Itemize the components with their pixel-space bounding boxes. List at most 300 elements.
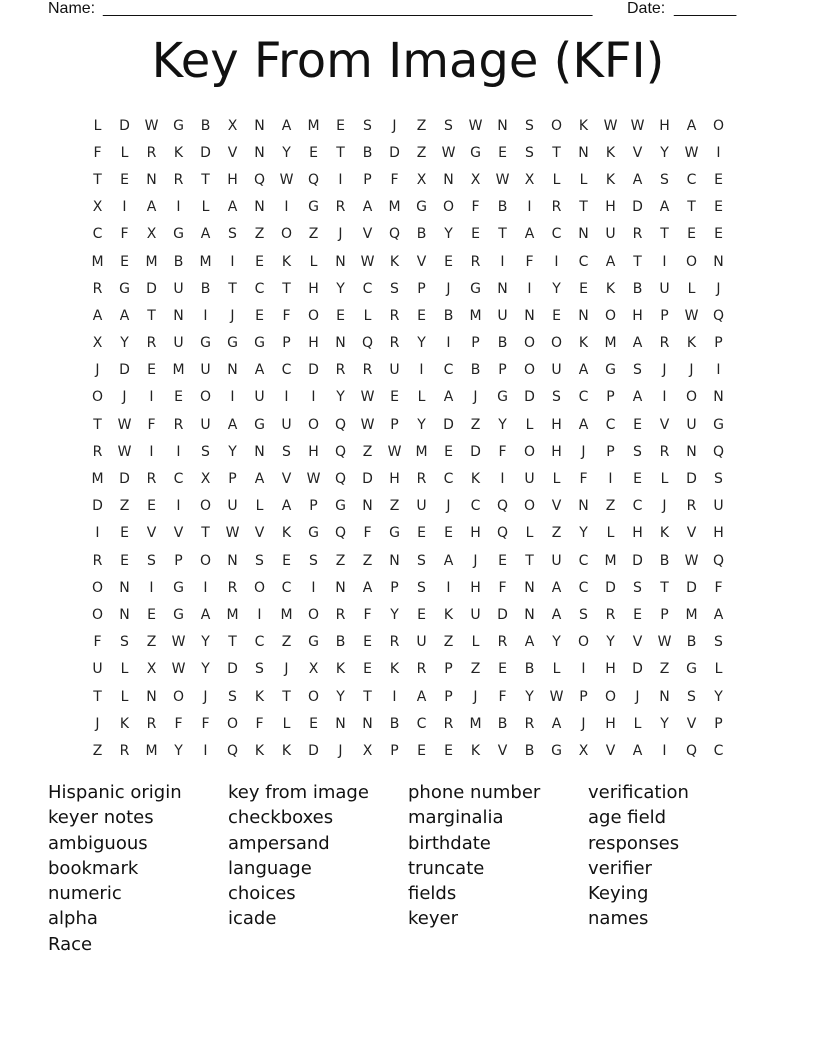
grid-letter: H bbox=[551, 443, 562, 460]
grid-letter: Y bbox=[714, 688, 723, 705]
grid-letter: P bbox=[444, 661, 453, 678]
grid-letter: B bbox=[200, 117, 211, 134]
grid-letter: S bbox=[444, 117, 453, 134]
grid-letter: E bbox=[363, 661, 372, 678]
grid-letter: J bbox=[284, 661, 289, 678]
grid-letter: E bbox=[714, 199, 723, 216]
grid-row bbox=[84, 493, 732, 520]
grid-letter: E bbox=[471, 226, 480, 243]
grid-letter: K bbox=[173, 144, 184, 161]
grid-letter: F bbox=[498, 443, 507, 460]
grid-letter: G bbox=[497, 389, 508, 406]
grid-letter: Q bbox=[334, 443, 347, 460]
grid-letter: C bbox=[578, 579, 589, 596]
grid-letter: R bbox=[389, 634, 400, 651]
grid-letter: Z bbox=[470, 416, 481, 433]
grid-letter: L bbox=[282, 715, 291, 732]
grid-letter: G bbox=[308, 634, 319, 651]
date-blank-line: _______ bbox=[674, 0, 737, 17]
grid-letter: U bbox=[200, 416, 211, 433]
grid-letter: O bbox=[550, 335, 563, 352]
grid-letter: D bbox=[632, 661, 643, 678]
grid-letter: V bbox=[686, 715, 697, 732]
grid-letter: G bbox=[173, 606, 184, 623]
grid-letter: I bbox=[500, 253, 505, 270]
grid-letter: D bbox=[308, 362, 319, 379]
grid-letter: K bbox=[281, 742, 292, 759]
grid-letter: R bbox=[92, 280, 103, 297]
grid-letter: P bbox=[282, 335, 291, 352]
grid-letter: H bbox=[470, 525, 481, 542]
grid-letter: U bbox=[416, 634, 427, 651]
grid-letter: W bbox=[684, 552, 699, 569]
grid-letter: O bbox=[523, 362, 536, 379]
grid-letter: T bbox=[282, 280, 291, 297]
grid-letter: E bbox=[390, 389, 399, 406]
grid-letter: Q bbox=[307, 171, 320, 188]
grid-letter: N bbox=[254, 117, 265, 134]
word-list-item: phone number bbox=[408, 782, 541, 803]
grid-letter: R bbox=[146, 144, 157, 161]
grid-letter: D bbox=[146, 280, 157, 297]
letter-grid bbox=[84, 112, 732, 765]
grid-letter: X bbox=[200, 471, 211, 488]
grid-letter: E bbox=[174, 389, 183, 406]
grid-letter: V bbox=[632, 144, 643, 161]
grid-letter: Y bbox=[336, 280, 345, 297]
grid-letter: A bbox=[281, 117, 292, 134]
grid-letter: R bbox=[470, 253, 481, 270]
grid-letter: A bbox=[632, 335, 643, 352]
grid-letter: I bbox=[392, 688, 397, 705]
grid-letter: A bbox=[632, 742, 643, 759]
grid-letter: A bbox=[632, 389, 643, 406]
grid-letter: Z bbox=[443, 634, 454, 651]
grid-letter: P bbox=[471, 335, 480, 352]
grid-letter: K bbox=[335, 661, 346, 678]
grid-letter: C bbox=[578, 389, 589, 406]
grid-letter: E bbox=[120, 552, 129, 569]
grid-letter: A bbox=[92, 307, 103, 324]
grid-letter: E bbox=[633, 471, 642, 488]
grid-letter: Z bbox=[146, 634, 157, 651]
grid-letter: L bbox=[552, 471, 561, 488]
grid-letter: L bbox=[417, 389, 426, 406]
grid-letter: M bbox=[145, 253, 158, 270]
grid-letter: R bbox=[335, 606, 346, 623]
grid-letter: D bbox=[389, 144, 400, 161]
grid-letter: O bbox=[523, 443, 536, 460]
grid-letter: R bbox=[416, 471, 427, 488]
grid-letter: L bbox=[471, 634, 480, 651]
grid-letter: I bbox=[662, 389, 667, 406]
grid-letter: C bbox=[632, 498, 643, 515]
grid-letter: K bbox=[281, 525, 292, 542]
grid-letter: P bbox=[606, 389, 615, 406]
grid-row bbox=[84, 520, 732, 547]
grid-letter: U bbox=[92, 661, 103, 678]
grid-letter: C bbox=[470, 498, 481, 515]
word-list-item: responses bbox=[588, 832, 680, 854]
grid-letter: K bbox=[578, 117, 589, 134]
word-list-item: fields bbox=[408, 883, 457, 905]
grid-letter: X bbox=[416, 171, 427, 188]
grid-letter: I bbox=[176, 443, 181, 460]
grid-letter: W bbox=[360, 416, 375, 433]
grid-letter: O bbox=[604, 307, 617, 324]
grid-letter: A bbox=[713, 606, 724, 623]
grid-letter: R bbox=[362, 362, 373, 379]
grid-letter: K bbox=[659, 525, 670, 542]
grid-letter: Y bbox=[552, 634, 561, 651]
grid-letter: U bbox=[416, 498, 427, 515]
grid-letter: E bbox=[714, 171, 723, 188]
grid-letter: N bbox=[443, 171, 454, 188]
grid-letter: B bbox=[362, 144, 373, 161]
word-list-item: verifier bbox=[588, 857, 652, 879]
grid-letter: T bbox=[147, 307, 156, 324]
grid-letter: P bbox=[174, 552, 183, 569]
grid-letter: S bbox=[633, 579, 642, 596]
grid-letter: C bbox=[416, 715, 427, 732]
date-label: Date: bbox=[627, 0, 666, 17]
grid-letter: V bbox=[173, 525, 184, 542]
grid-letter: D bbox=[92, 498, 103, 515]
grid-letter: L bbox=[255, 498, 264, 515]
grid-row bbox=[84, 411, 732, 438]
grid-letter: B bbox=[470, 362, 481, 379]
grid-letter: Y bbox=[120, 335, 129, 352]
grid-letter: T bbox=[552, 144, 561, 161]
grid-letter: Q bbox=[685, 742, 698, 759]
grid-letter: N bbox=[524, 606, 535, 623]
grid-letter: L bbox=[93, 117, 102, 134]
grid-row bbox=[84, 465, 732, 492]
grid-letter: C bbox=[173, 471, 184, 488]
grid-letter: Y bbox=[174, 742, 183, 759]
grid-letter: W bbox=[684, 144, 699, 161]
grid-letter: T bbox=[579, 199, 588, 216]
grid-letter: O bbox=[307, 606, 320, 623]
grid-letter: J bbox=[473, 688, 478, 705]
grid-row bbox=[84, 683, 732, 710]
grid-letter: E bbox=[552, 307, 561, 324]
grid-row bbox=[84, 139, 732, 166]
grid-letter: F bbox=[282, 307, 291, 324]
grid-letter: T bbox=[93, 688, 102, 705]
grid-letter: N bbox=[497, 117, 508, 134]
grid-letter: S bbox=[201, 443, 210, 460]
grid-letter: C bbox=[443, 362, 454, 379]
grid-letter: A bbox=[254, 362, 265, 379]
grid-letter: C bbox=[92, 226, 103, 243]
grid-letter: O bbox=[199, 498, 212, 515]
grid-letter: N bbox=[362, 715, 373, 732]
grid-letter: Z bbox=[281, 634, 292, 651]
grid-letter: H bbox=[308, 443, 319, 460]
grid-letter: M bbox=[172, 362, 185, 379]
grid-letter: L bbox=[120, 688, 129, 705]
grid-letter: A bbox=[686, 117, 697, 134]
grid-letter: W bbox=[171, 661, 186, 678]
grid-letter: N bbox=[335, 335, 346, 352]
grid-letter: V bbox=[227, 144, 238, 161]
grid-letter: G bbox=[254, 335, 265, 352]
grid-letter: Q bbox=[388, 226, 401, 243]
grid-letter: Y bbox=[336, 688, 345, 705]
grid-letter: O bbox=[226, 715, 239, 732]
grid-letter: D bbox=[632, 552, 643, 569]
grid-letter: X bbox=[92, 335, 103, 352]
grid-letter: U bbox=[173, 335, 184, 352]
grid-row bbox=[84, 629, 732, 656]
grid-letter: X bbox=[308, 661, 319, 678]
grid-letter: I bbox=[716, 144, 721, 161]
grid-letter: D bbox=[119, 471, 130, 488]
grid-letter: L bbox=[120, 661, 129, 678]
grid-letter: W bbox=[360, 253, 375, 270]
grid-letter: E bbox=[579, 280, 588, 297]
word-list-item: truncate bbox=[408, 857, 485, 879]
grid-letter: Q bbox=[712, 552, 725, 569]
grid-letter: Z bbox=[308, 226, 319, 243]
page-title: Key From Image (KFI) bbox=[151, 33, 665, 89]
grid-letter: J bbox=[716, 280, 721, 297]
grid-letter: O bbox=[91, 389, 104, 406]
grid-letter: K bbox=[389, 661, 400, 678]
grid-letter: S bbox=[363, 117, 372, 134]
grid-letter: Y bbox=[390, 606, 399, 623]
grid-letter: N bbox=[335, 579, 346, 596]
grid-letter: W bbox=[549, 688, 564, 705]
grid-letter: N bbox=[119, 606, 130, 623]
grid-letter: Q bbox=[712, 443, 725, 460]
grid-letter: M bbox=[415, 443, 428, 460]
grid-letter: F bbox=[93, 634, 102, 651]
grid-letter: T bbox=[93, 416, 102, 433]
grid-letter: X bbox=[470, 171, 481, 188]
grid-letter: I bbox=[662, 253, 667, 270]
grid-letter: M bbox=[280, 606, 293, 623]
grid-letter: I bbox=[230, 253, 235, 270]
grid-letter: C bbox=[605, 416, 616, 433]
grid-letter: S bbox=[525, 144, 534, 161]
grid-letter: E bbox=[633, 416, 642, 433]
grid-letter: Q bbox=[334, 525, 347, 542]
grid-letter: W bbox=[117, 443, 132, 460]
grid-letter: G bbox=[686, 661, 697, 678]
grid-letter: M bbox=[91, 471, 104, 488]
grid-letter: S bbox=[714, 634, 723, 651]
grid-letter: B bbox=[524, 742, 535, 759]
grid-letter: S bbox=[579, 606, 588, 623]
grid-letter: U bbox=[227, 498, 238, 515]
grid-letter: R bbox=[227, 579, 238, 596]
grid-letter: C bbox=[713, 742, 724, 759]
grid-letter: T bbox=[282, 688, 291, 705]
grid-letter: O bbox=[172, 688, 185, 705]
grid-letter: H bbox=[605, 715, 616, 732]
grid-letter: G bbox=[713, 416, 724, 433]
grid-letter: X bbox=[524, 171, 535, 188]
grid-letter: U bbox=[659, 280, 670, 297]
word-list-item: names bbox=[588, 908, 649, 930]
grid-letter: S bbox=[417, 579, 426, 596]
grid-letter: J bbox=[581, 715, 586, 732]
word-list-item: birthdate bbox=[408, 832, 491, 854]
grid-letter: I bbox=[149, 579, 154, 596]
grid-letter: O bbox=[577, 634, 590, 651]
grid-letter: M bbox=[91, 253, 104, 270]
grid-letter: C bbox=[254, 280, 265, 297]
grid-row bbox=[84, 357, 732, 384]
grid-letter: Y bbox=[228, 443, 237, 460]
grid-letter: V bbox=[632, 634, 643, 651]
grid-letter: R bbox=[92, 552, 103, 569]
grid-letter: E bbox=[417, 606, 426, 623]
grid-letter: R bbox=[416, 661, 427, 678]
grid-letter: A bbox=[578, 416, 589, 433]
grid-letter: D bbox=[119, 117, 130, 134]
grid-letter: S bbox=[228, 688, 237, 705]
grid-letter: N bbox=[362, 498, 373, 515]
grid-letter: E bbox=[444, 443, 453, 460]
grid-letter: F bbox=[471, 199, 480, 216]
grid-letter: F bbox=[93, 144, 102, 161]
grid-letter: A bbox=[605, 253, 616, 270]
grid-letter: I bbox=[311, 579, 316, 596]
grid-letter: P bbox=[498, 362, 507, 379]
grid-letter: Q bbox=[712, 307, 725, 324]
grid-letter: G bbox=[173, 579, 184, 596]
grid-letter: N bbox=[524, 307, 535, 324]
grid-letter: Q bbox=[226, 742, 239, 759]
grid-letter: W bbox=[360, 389, 375, 406]
grid-letter: P bbox=[309, 498, 318, 515]
grid-letter: C bbox=[281, 362, 292, 379]
grid-letter: L bbox=[714, 661, 723, 678]
grid-letter: Z bbox=[254, 226, 265, 243]
grid-letter: I bbox=[419, 362, 424, 379]
grid-letter: C bbox=[686, 171, 697, 188]
grid-letter: K bbox=[470, 742, 481, 759]
grid-row bbox=[84, 302, 732, 329]
grid-letter: F bbox=[579, 471, 588, 488]
grid-letter: I bbox=[446, 335, 451, 352]
word-list-item: checkboxes bbox=[228, 807, 334, 829]
grid-letter: E bbox=[120, 171, 129, 188]
grid-letter: K bbox=[605, 280, 616, 297]
grid-letter: D bbox=[686, 579, 697, 596]
grid-letter: I bbox=[527, 199, 532, 216]
grid-letter: J bbox=[662, 362, 667, 379]
header-line bbox=[0, 0, 816, 22]
grid-letter: V bbox=[281, 471, 292, 488]
grid-letter: X bbox=[227, 117, 238, 134]
grid-letter: P bbox=[606, 443, 615, 460]
grid-letter: I bbox=[203, 579, 208, 596]
grid-letter: O bbox=[550, 117, 563, 134]
grid-letter: Y bbox=[201, 634, 210, 651]
grid-letter: R bbox=[686, 498, 697, 515]
word-list-item: Hispanic origin bbox=[48, 782, 182, 803]
grid-letter: U bbox=[470, 606, 481, 623]
grid-letter: G bbox=[551, 742, 562, 759]
grid-letter: H bbox=[713, 525, 724, 542]
grid-row bbox=[84, 194, 732, 221]
grid-letter: T bbox=[201, 171, 210, 188]
grid-letter: S bbox=[417, 552, 426, 569]
grid-letter: E bbox=[498, 552, 507, 569]
grid-row bbox=[84, 221, 732, 248]
grid-letter: V bbox=[416, 253, 427, 270]
word-list-item: key from image bbox=[228, 782, 369, 803]
grid-letter: U bbox=[389, 362, 400, 379]
grid-letter: U bbox=[497, 307, 508, 324]
word-column bbox=[588, 780, 768, 932]
grid-letter: A bbox=[119, 307, 130, 324]
grid-letter: R bbox=[605, 606, 616, 623]
grid-letter: Z bbox=[335, 552, 346, 569]
word-column bbox=[228, 780, 408, 932]
grid-letter: R bbox=[146, 471, 157, 488]
grid-letter: P bbox=[417, 280, 426, 297]
grid-letter: L bbox=[579, 171, 588, 188]
grid-letter: I bbox=[608, 471, 613, 488]
grid-letter: A bbox=[524, 226, 535, 243]
grid-letter: O bbox=[199, 552, 212, 569]
grid-letter: T bbox=[363, 688, 372, 705]
grid-letter: W bbox=[117, 416, 132, 433]
grid-letter: K bbox=[254, 688, 265, 705]
grid-row bbox=[84, 112, 732, 139]
grid-letter: A bbox=[524, 634, 535, 651]
grid-letter: U bbox=[524, 471, 535, 488]
grid-letter: M bbox=[604, 552, 617, 569]
grid-letter: F bbox=[498, 579, 507, 596]
grid-letter: O bbox=[253, 579, 266, 596]
word-list-item: Keying bbox=[588, 883, 649, 905]
grid-letter: N bbox=[146, 688, 157, 705]
word-list-item: Race bbox=[48, 933, 93, 955]
grid-letter: D bbox=[227, 661, 238, 678]
grid-letter: Z bbox=[92, 742, 103, 759]
grid-letter: E bbox=[714, 226, 723, 243]
grid-letter: A bbox=[659, 199, 670, 216]
grid-letter: G bbox=[119, 280, 130, 297]
grid-letter: Z bbox=[416, 117, 427, 134]
grid-letter: H bbox=[470, 579, 481, 596]
grid-letter: I bbox=[311, 389, 316, 406]
grid-letter: E bbox=[417, 307, 426, 324]
grid-letter: Z bbox=[605, 498, 616, 515]
grid-letter: B bbox=[200, 280, 211, 297]
grid-letter: G bbox=[200, 335, 211, 352]
grid-letter: X bbox=[92, 199, 103, 216]
grid-letter: V bbox=[605, 742, 616, 759]
grid-letter: B bbox=[497, 335, 508, 352]
grid-letter: N bbox=[335, 253, 346, 270]
grid-letter: U bbox=[173, 280, 184, 297]
word-column bbox=[48, 780, 228, 957]
grid-letter: H bbox=[308, 335, 319, 352]
grid-letter: A bbox=[227, 416, 238, 433]
grid-letter: N bbox=[578, 226, 589, 243]
grid-letter: R bbox=[335, 199, 346, 216]
grid-letter: Z bbox=[551, 525, 562, 542]
grid-letter: L bbox=[120, 144, 129, 161]
grid-row bbox=[84, 710, 732, 737]
